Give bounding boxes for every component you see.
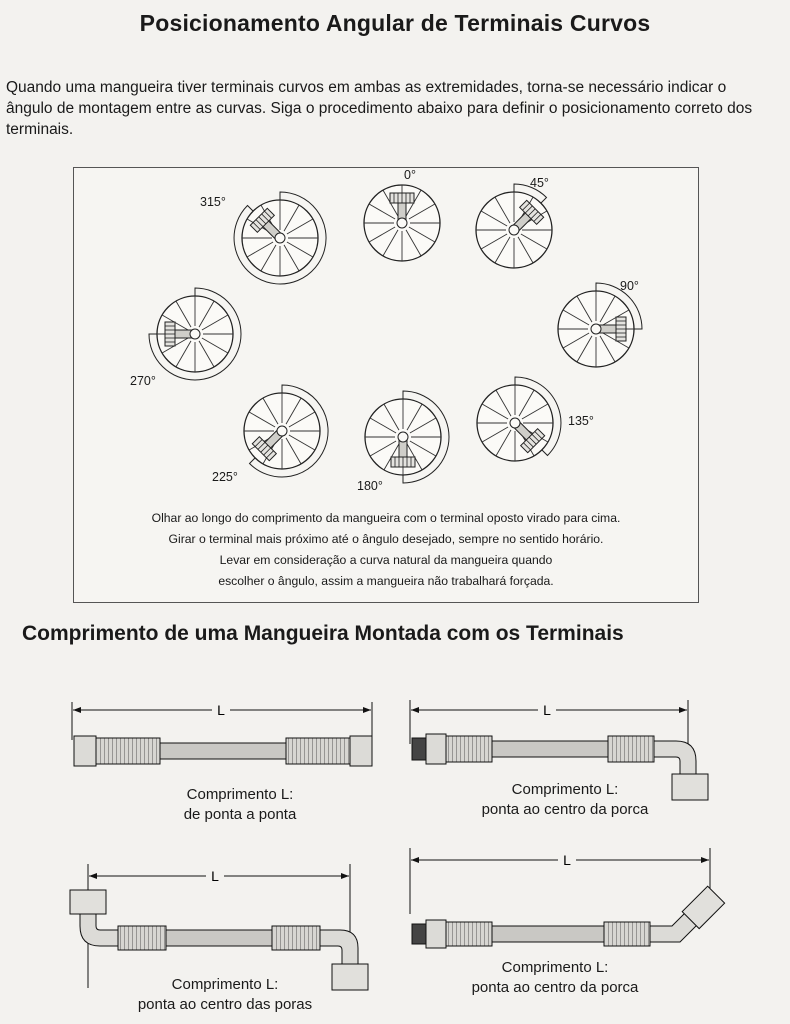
angle-label-270: 270°: [130, 374, 156, 388]
assembly-elbow-elbow: [70, 864, 368, 990]
dimension-label-3: L: [211, 868, 219, 884]
assembly-caption-4: [435, 958, 675, 998]
angle-dial-135: [477, 377, 561, 461]
caption-2-line-2: ponta ao centro da porca: [481, 801, 649, 818]
instruction-line-1: Olhar ao longo do comprimento da mangueira com o terminal oposto virado para cima.: [151, 511, 621, 525]
angle-diagram-panel: [73, 167, 699, 603]
angle-label-45: 45°: [530, 176, 549, 190]
instruction-line-4: escolher o ângulo, assim a mangueira não trabalhará forçada.: [218, 574, 554, 588]
caption-4-line-1: Comprimento L:: [501, 959, 609, 976]
section-title-length: Comprimento de uma Mangueira Montada com os Terminais: [22, 622, 624, 645]
assembly-caption-3: [100, 975, 350, 1015]
angle-dial-90: [558, 283, 642, 367]
caption-1-line-2: de ponta a ponta: [183, 806, 297, 823]
caption-2-line-1: Comprimento L:: [511, 781, 619, 798]
assembly-straight-45-elbow: [410, 848, 725, 948]
dimension-label-2: L: [543, 702, 551, 718]
instruction-line-3: Levar em consideração a curva natural da mangueira quando: [219, 553, 553, 567]
caption-3-line-1: Comprimento L:: [171, 976, 279, 993]
dimension-label-4: L: [563, 852, 571, 868]
angle-label-315: 315°: [200, 195, 226, 209]
angle-dial-180: [365, 391, 449, 483]
assembly-straight-straight: [72, 702, 372, 766]
angle-dial-270: [149, 288, 241, 380]
angle-label-180: 180°: [357, 479, 383, 493]
caption-3-line-2: ponta ao centro das poras: [137, 996, 313, 1013]
angle-dial-225: [244, 385, 328, 477]
assembly-caption-2: [445, 780, 685, 820]
angle-dial-315: [234, 192, 326, 284]
angle-label-225: 225°: [212, 470, 238, 484]
angle-label-135: 135°: [568, 414, 594, 428]
dimension-label-1: L: [217, 702, 225, 718]
angle-dial-45: [476, 184, 552, 268]
angle-label-90: 90°: [620, 279, 639, 293]
page-title: Posicionamento Angular de Terminais Curvos: [139, 10, 651, 36]
assembly-caption-1: [140, 785, 340, 825]
caption-1-line-1: Comprimento L:: [186, 786, 294, 803]
caption-4-line-2: ponta ao centro da porca: [471, 979, 639, 996]
angle-dial-0: [364, 185, 440, 261]
angle-label-0: 0°: [404, 168, 416, 182]
intro-paragraph: Quando uma mangueira tiver terminais curvos em ambas as extremidades, torna-se necessário indicar o ângulo de montagem entre as curvas. Siga o procedimento abaixo para definir o posicionamento correto dos terminais.: [6, 79, 753, 138]
instruction-line-2: Girar o terminal mais próximo até o ângulo desejado, sempre no sentido horário.: [168, 532, 604, 546]
